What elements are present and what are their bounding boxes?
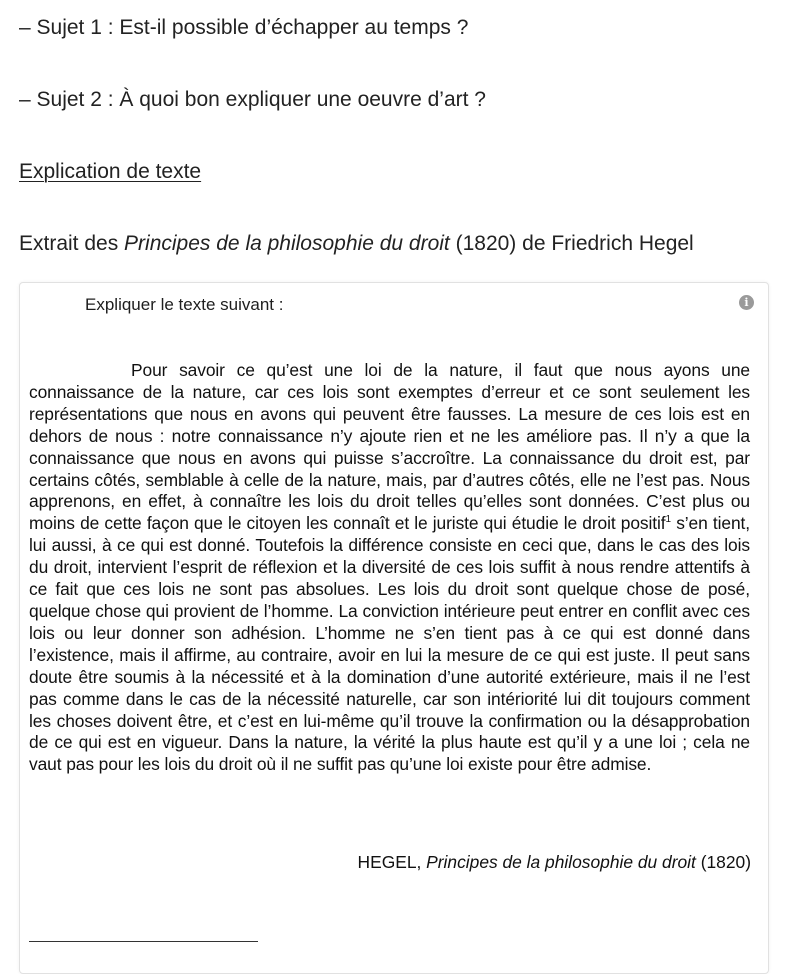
text-card	[19, 282, 769, 974]
extract-intro	[19, 231, 694, 257]
attribution	[358, 851, 751, 873]
attribution-work-title: Principes de la philosophie du droit	[426, 852, 696, 872]
attribution-author: HEGEL,	[357, 852, 427, 872]
extract-intro-before: Extrait des	[19, 232, 125, 255]
info-icon[interactable]: i	[739, 295, 754, 310]
sujet-2: – Sujet 2 : À quoi bon expliquer une oeuvre d’art ?	[19, 88, 486, 111]
explication-heading: Explication de texte	[19, 160, 202, 183]
extract-intro-after: (1820) de Friedrich Hegel	[449, 232, 694, 255]
card-heading: Expliquer le texte suivant :	[85, 295, 284, 314]
footnote-divider	[29, 941, 258, 942]
sujet-1: – Sujet 1 : Est-il possible d’échapper au temps ?	[19, 16, 469, 39]
hegel-passage	[29, 360, 750, 776]
extract-work-title: Principes de la philosophie du droit	[124, 232, 450, 255]
attribution-year: (1820)	[695, 852, 751, 872]
passage-part-1: Pour savoir ce qu’est une loi de la nature, il faut que nous ayons une connaissance de la nature, car ces lois sont exemptes d’erreur et ce sont seulement les représentations que nous en avons qui peuvent être fausses. La mesure de ces lois est en dehors de nous : notre connaissance n’y ajoute rien et ne les améliore pas. Il n’y a que la connaissance que nous en avons qui puisse s’accroître. La connaissance du droit est, par certains côtés, semblable à celle de la nature, mais, par d’autres côtés, elle ne l’est pas. Nous apprenons, en effet, à connaître les lois du droit telles qu’elles sont données. C’est plus ou moins de cette façon que le citoyen les connaît et le juriste qui étudie le droit positif	[29, 360, 750, 534]
passage-part-2: s’en tient, lui aussi, à ce qui est donné. Toutefois la différence consiste en ceci que, dans le cas des lois du droit, intervient l’esprit de réflexion et la diversité de ces lois suffit à nous rendre attentifs à ce fait que ces lois ne sont pas absolues. Les lois du droit sont quelque chose de posé, quelque chose qui provient de l’homme. La conviction intérieure peut entrer en conflit avec ces lois ou leur donner son adhésion. L’homme ne s’en tient pas à ce qui est donné dans l’existence, mais il affirme, au contraire, avoir en lui la mesure de ce qui est juste. Il peut sans doute être soumis à la nécessité et à la domination d’une autorité extérieure, mais il ne l’est pas comme dans le cas de la nécessité naturelle, car son intériorité lui dit toujours comment les choses doivent être, et c’est en lui-même qu’il trouve la confirmation ou la désapprobation de ce qui est en vigueur. Dans la nature, la vérité la plus haute est qu’il y a une loi ; cela ne vaut pas pour les lois du droit où il ne suffit pas qu’une loi existe pour être admise.	[29, 513, 750, 775]
footnote-mark: 1	[665, 514, 671, 526]
